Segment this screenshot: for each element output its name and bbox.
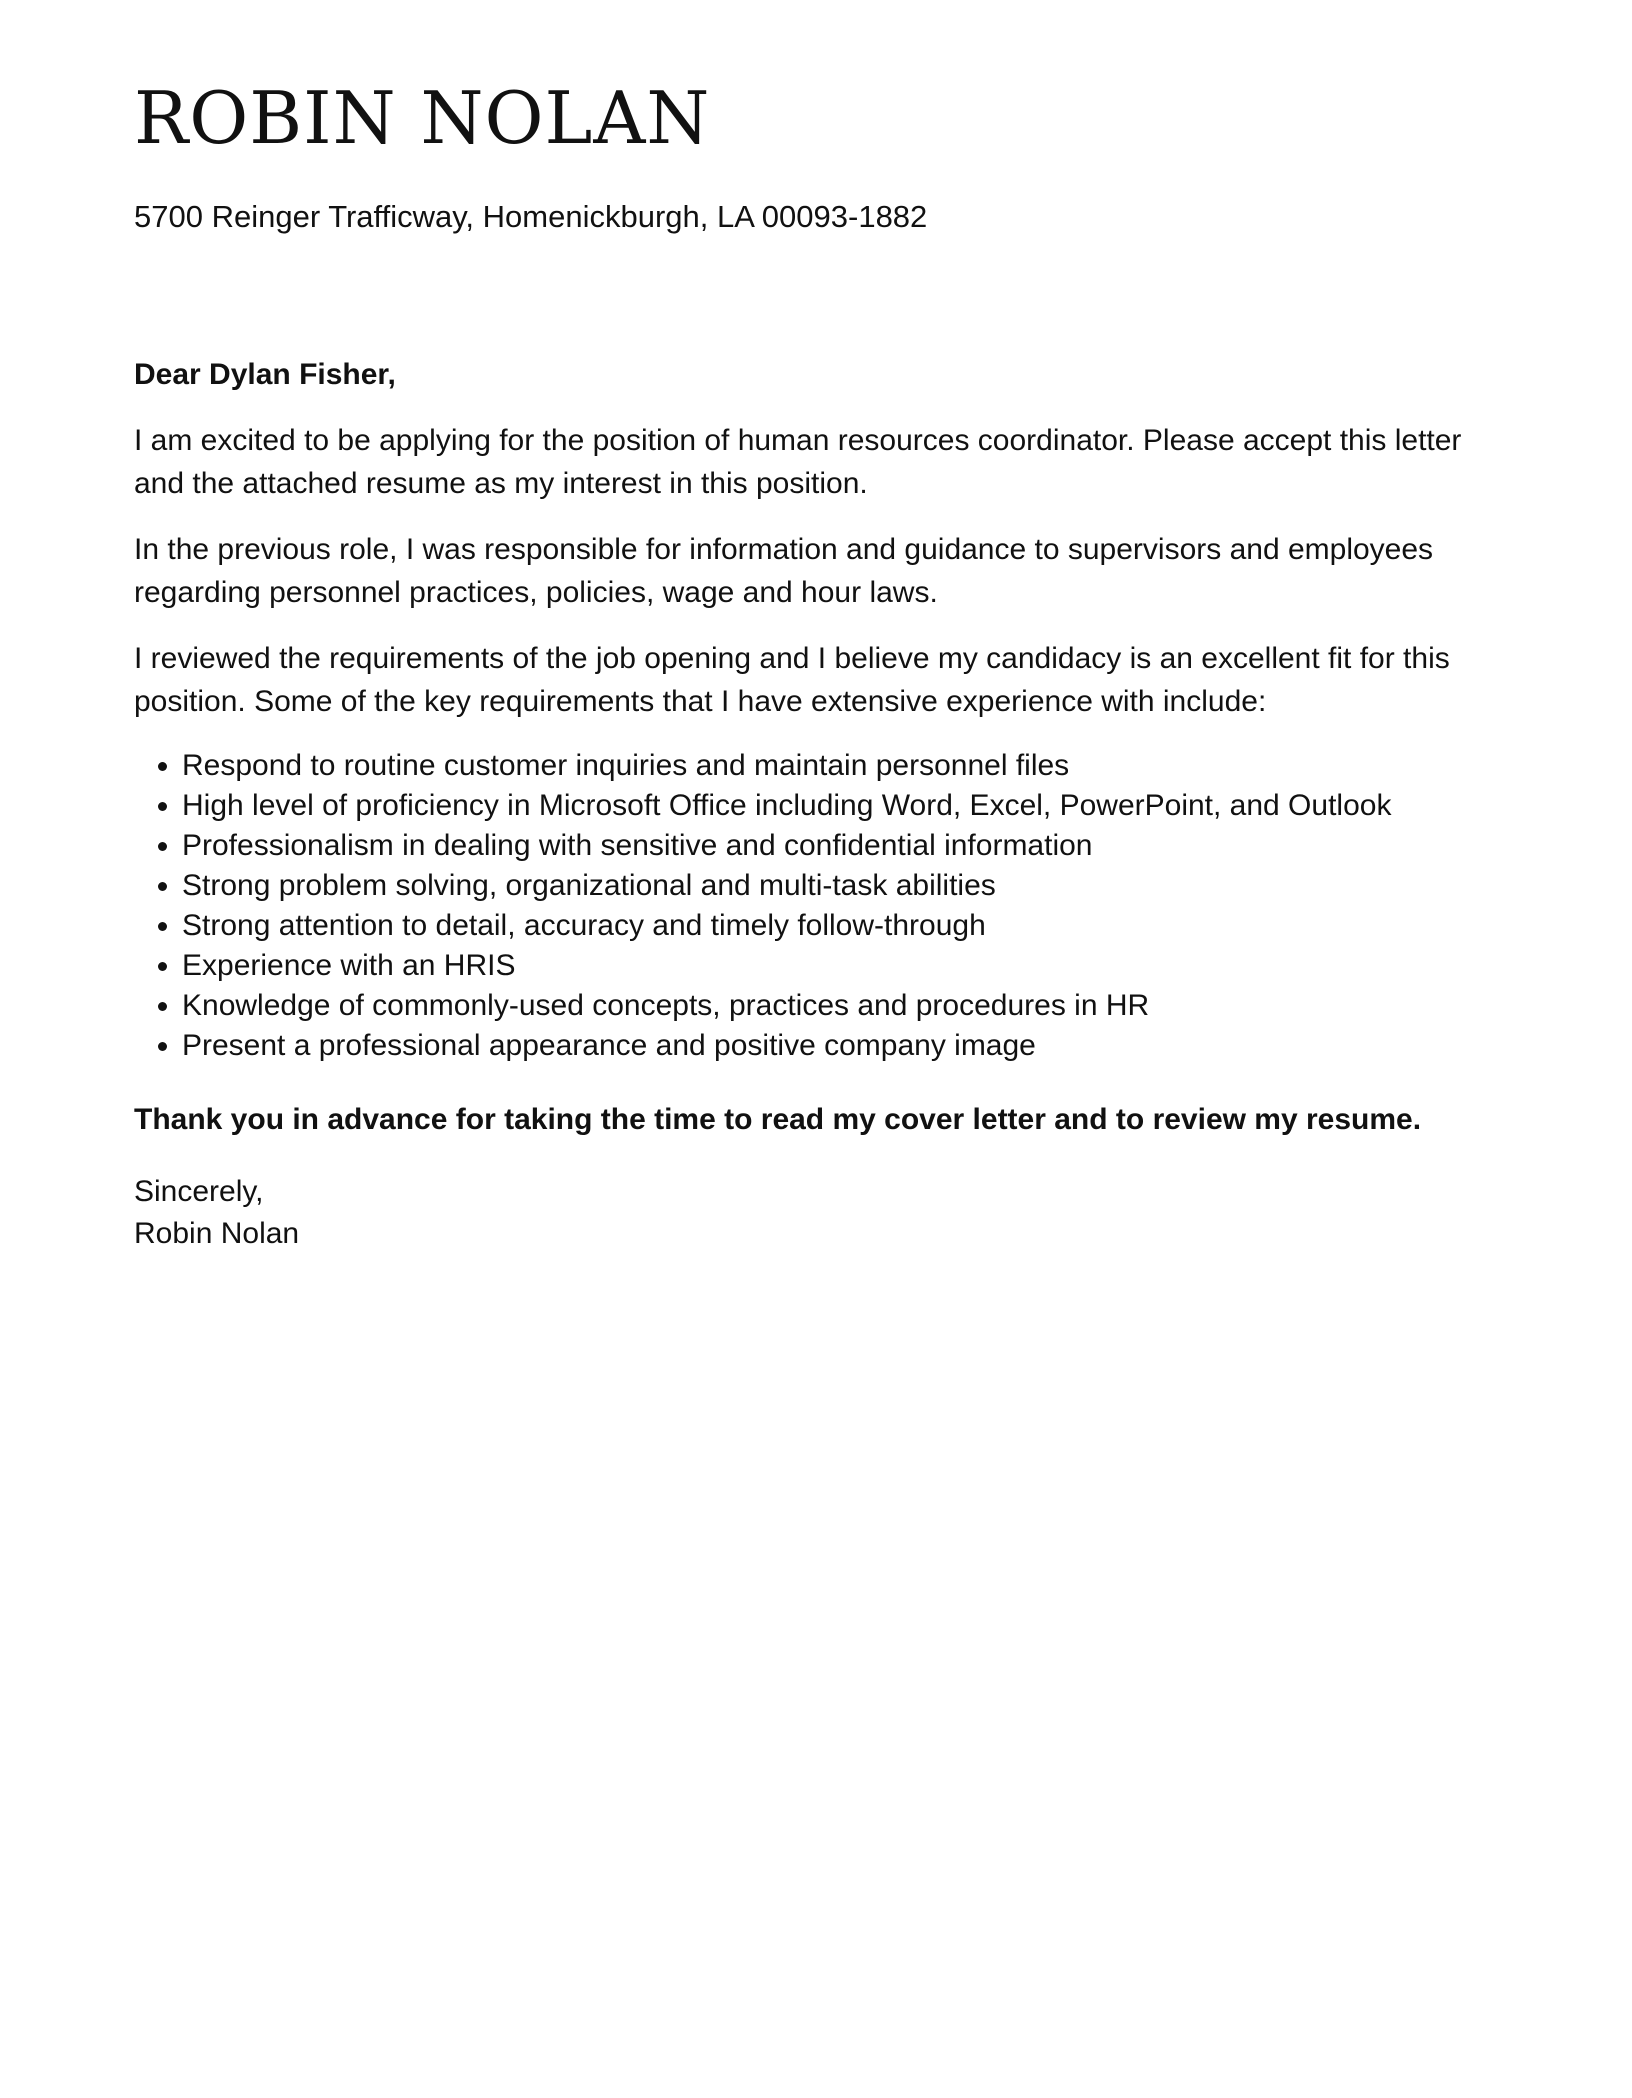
list-item: • Knowledge of commonly-used concepts, practices and procedures in HR [182, 986, 1514, 1026]
applicant-address: 5700 Reinger Trafficway, Homenickburgh, LA 00093-1882 [134, 199, 928, 234]
requirements-paragraph: I reviewed the requirements of the job opening and I believe my candidacy is an excellent fit for this position. Some of the key requirements that I have extensive experience with include: [134, 641, 1450, 719]
applicant-name: ROBIN NOLAN [134, 76, 711, 160]
list-item: • Respond to routine customer inquiries and maintain personnel files [182, 746, 1514, 786]
signoff: Sincerely, [134, 1175, 264, 1209]
list-item: • Strong attention to detail, accuracy and timely follow-through [182, 906, 1514, 946]
cover-letter-page [134, 76, 1514, 1255]
list-item: • High level of proficiency in Microsoft Office including Word, Excel, PowerPoint, and Outlook [182, 786, 1514, 826]
list-item: • Present a professional appearance and positive company image [182, 1026, 1514, 1066]
list-item: • Strong problem solving, organizational and multi-task abilities [182, 866, 1514, 906]
intro-paragraph: I am excited to be applying for the position of human resources coordinator. Please accept this letter and the attached resume as my interest in this position. [134, 423, 1462, 501]
list-item: • Experience with an HRIS [182, 946, 1514, 986]
list-item: • Professionalism in dealing with sensitive and confidential information [182, 826, 1514, 866]
closing-statement: Thank you in advance for taking the time to read my cover letter and to review my resume. [134, 1102, 1422, 1136]
letter-body [134, 353, 1514, 1255]
experience-paragraph: In the previous role, I was responsible for information and guidance to supervisors and employees regarding personnel practices, policies, wage and hour laws. [134, 532, 1434, 610]
requirements-list [134, 746, 1514, 1066]
signature-name: Robin Nolan [134, 1217, 300, 1251]
greeting: Dear Dylan Fisher, [134, 358, 396, 392]
